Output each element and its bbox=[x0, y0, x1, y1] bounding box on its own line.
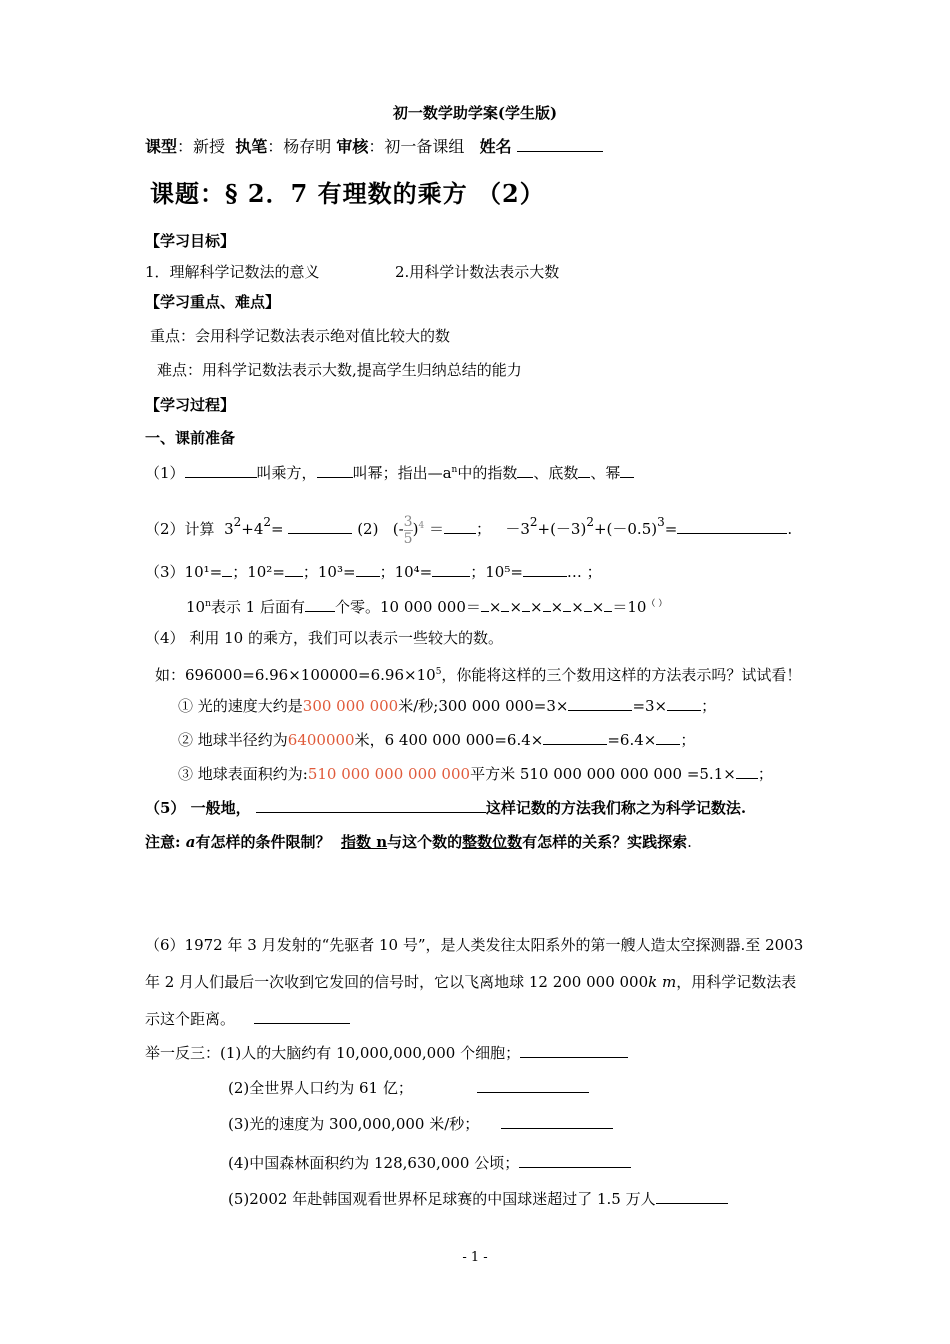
question-4-example: 如：$696000=6.96\times 100000=6.96\times 10^5$，你能将这样的三个数用这样的方法表示吗？试试看！ bbox=[155, 666, 802, 684]
question-3-line-2: 10$^n$表示 1 后面有 个零。10 000 000＝ × × × × × × ＝10（ ） bbox=[186, 598, 668, 616]
process-heading: 【学习过程】 bbox=[145, 396, 236, 414]
question-2: （2）计算 $3^2+4^2= (2)$ (- $\frac{3}{5}$ )$^4$ ＝ ； $-3^2+(-3)^2+(-0.5)^3=$ . bbox=[145, 513, 793, 547]
meta-author-label: 执笔 bbox=[235, 137, 268, 156]
doc-title: 初一数学助学案(学生版) bbox=[392, 104, 558, 122]
question-5: （5） 一般地， 这样记数的方法我们称之为科学记数法. bbox=[145, 799, 747, 817]
q4-label: （4） bbox=[145, 629, 185, 647]
q1-blank-1[interactable] bbox=[185, 463, 257, 478]
example-4-blank[interactable] bbox=[519, 1153, 631, 1168]
topic-label: 课题： bbox=[150, 179, 225, 208]
q3-blank-4[interactable] bbox=[432, 562, 470, 577]
question-1: （1） 叫乘方， 叫幂；指出$—a^n$中的指数 、底数 、幂 bbox=[145, 460, 634, 483]
meta-review-value: 初一备课组 bbox=[384, 137, 465, 156]
q5-label: （5） bbox=[145, 799, 186, 817]
q1-label: （1） bbox=[145, 464, 185, 482]
q3-factor-blank[interactable] bbox=[563, 597, 571, 612]
fraction-three-fifths: $\frac{3}{5}$ bbox=[403, 513, 413, 547]
q4-i2-blank-2[interactable] bbox=[656, 730, 680, 745]
q1-blank-4[interactable] bbox=[578, 463, 590, 478]
q3-factor-blank[interactable] bbox=[522, 597, 530, 612]
section-heading-1: 一、课前准备 bbox=[145, 429, 236, 447]
q6-blank[interactable] bbox=[254, 1009, 350, 1024]
example-2: (2)全世界人口约为 61 亿； bbox=[228, 1078, 589, 1098]
question-4-item-1: ① 光的速度大约是300 000 000米/秒;300 000 000=3× =3× ； bbox=[178, 697, 717, 715]
example-2-blank[interactable] bbox=[477, 1078, 589, 1093]
q3-blank-3[interactable] bbox=[356, 562, 380, 577]
question-6-line-2: 年 2 月人们最后一次收到它发回的信号时，它以飞离地球 12 200 000 000k m，用科学记数法表 bbox=[145, 973, 797, 991]
example-1-blank[interactable] bbox=[520, 1043, 628, 1058]
q3-blank-1[interactable] bbox=[222, 562, 232, 577]
q3-blank-2[interactable] bbox=[285, 562, 303, 577]
question-4-item-3: ③ 地球表面积约为:510 000 000 000 000平方米 510 000 000 000 000 =5.1× ； bbox=[178, 765, 773, 783]
q4-i2-blank-1[interactable] bbox=[543, 730, 607, 745]
q4-i1-blank-1[interactable] bbox=[568, 696, 632, 711]
meta-type-label: 课型 bbox=[145, 137, 178, 156]
q2-blank-3[interactable] bbox=[677, 519, 787, 534]
q5-blank[interactable] bbox=[256, 798, 486, 813]
question-4-item-2: ② 地球半径约为6400000米，6 400 000 000=6.4× =6.4× ； bbox=[178, 731, 696, 749]
keypoints-heading: 【学习重点、难点】 bbox=[145, 293, 281, 311]
keypoint-focus: 重点：会用科学记数法表示绝对值比较大的数 bbox=[150, 327, 451, 345]
meta-line: 课型：新授 执笔：杨存明 审核：初一备课组 姓名 bbox=[145, 137, 603, 157]
q3-blank-5[interactable] bbox=[523, 562, 567, 577]
note-line: 注意: a有怎样的条件限制？ 指数 n与这个数的整数位数有怎样的关系？实践探索. bbox=[145, 833, 692, 851]
q3-factor-blank[interactable] bbox=[543, 597, 551, 612]
q1-blank-2[interactable] bbox=[317, 463, 353, 478]
q4-i3-blank[interactable] bbox=[736, 764, 758, 779]
q1-blank-3[interactable] bbox=[517, 463, 533, 478]
example-3-blank[interactable] bbox=[501, 1114, 613, 1129]
q3-label: （3） bbox=[145, 563, 185, 581]
q1-blank-5[interactable] bbox=[620, 463, 634, 478]
example-3: (3)光的速度为 300,000,000 米/秒； bbox=[228, 1114, 613, 1134]
q3-factor-blank[interactable] bbox=[584, 597, 592, 612]
goal-item-2: 2.用科学计数法表示大数 bbox=[395, 263, 560, 281]
example-4: (4)中国森林面积约为 128,630,000 公顷； bbox=[228, 1153, 631, 1173]
question-6-line-1: （6）1972 年 3 月发射的“先驱者 10 号”，是人类发往太阳系外的第一艘人造太空探测器.至 2003 bbox=[145, 936, 804, 954]
q3-zero-blank[interactable] bbox=[305, 597, 335, 612]
topic-text: § 2．7 有理数的乘方 （2） bbox=[225, 179, 545, 208]
goals-heading: 【学习目标】 bbox=[145, 232, 236, 250]
goal-item-1: 1．理解科学记数法的意义 bbox=[145, 263, 320, 281]
q3-factor-blank[interactable] bbox=[481, 597, 489, 612]
q2-label: （2）计算 bbox=[145, 520, 215, 538]
question-4: （4） 利用 10 的乘方，我们可以表示一些较大的数。 bbox=[145, 629, 503, 647]
meta-author-value: 杨存明 bbox=[283, 137, 332, 156]
question-3: （3）10¹= ；10²= ；10³= ；10⁴= ；10⁵= … ； bbox=[145, 563, 602, 581]
q2-blank-2[interactable] bbox=[444, 519, 476, 534]
question-6-line-3: 示这个距离。 bbox=[145, 1009, 350, 1029]
topic-title bbox=[150, 180, 545, 208]
name-blank[interactable] bbox=[517, 137, 603, 152]
q4-i1-blank-2[interactable] bbox=[667, 696, 701, 711]
q2-blank-1[interactable] bbox=[288, 519, 352, 534]
example-1: 举一反三：(1)人的大脑约有 10,000,000,000 个细胞； bbox=[145, 1043, 628, 1063]
meta-review-label: 审核 bbox=[336, 137, 369, 156]
meta-name-label: 姓名 bbox=[479, 137, 512, 156]
page-number: - 1 - bbox=[462, 1250, 488, 1265]
example-5-blank[interactable] bbox=[656, 1189, 728, 1204]
example-5: (5)2002 年赴韩国观看世界杯足球赛的中国球迷超过了 1.5 万人 bbox=[228, 1189, 728, 1209]
meta-type-value: 新授 bbox=[193, 137, 226, 156]
keypoint-difficulty: 难点：用科学记数法表示大数,提高学生归纳总结的能力 bbox=[157, 361, 522, 379]
